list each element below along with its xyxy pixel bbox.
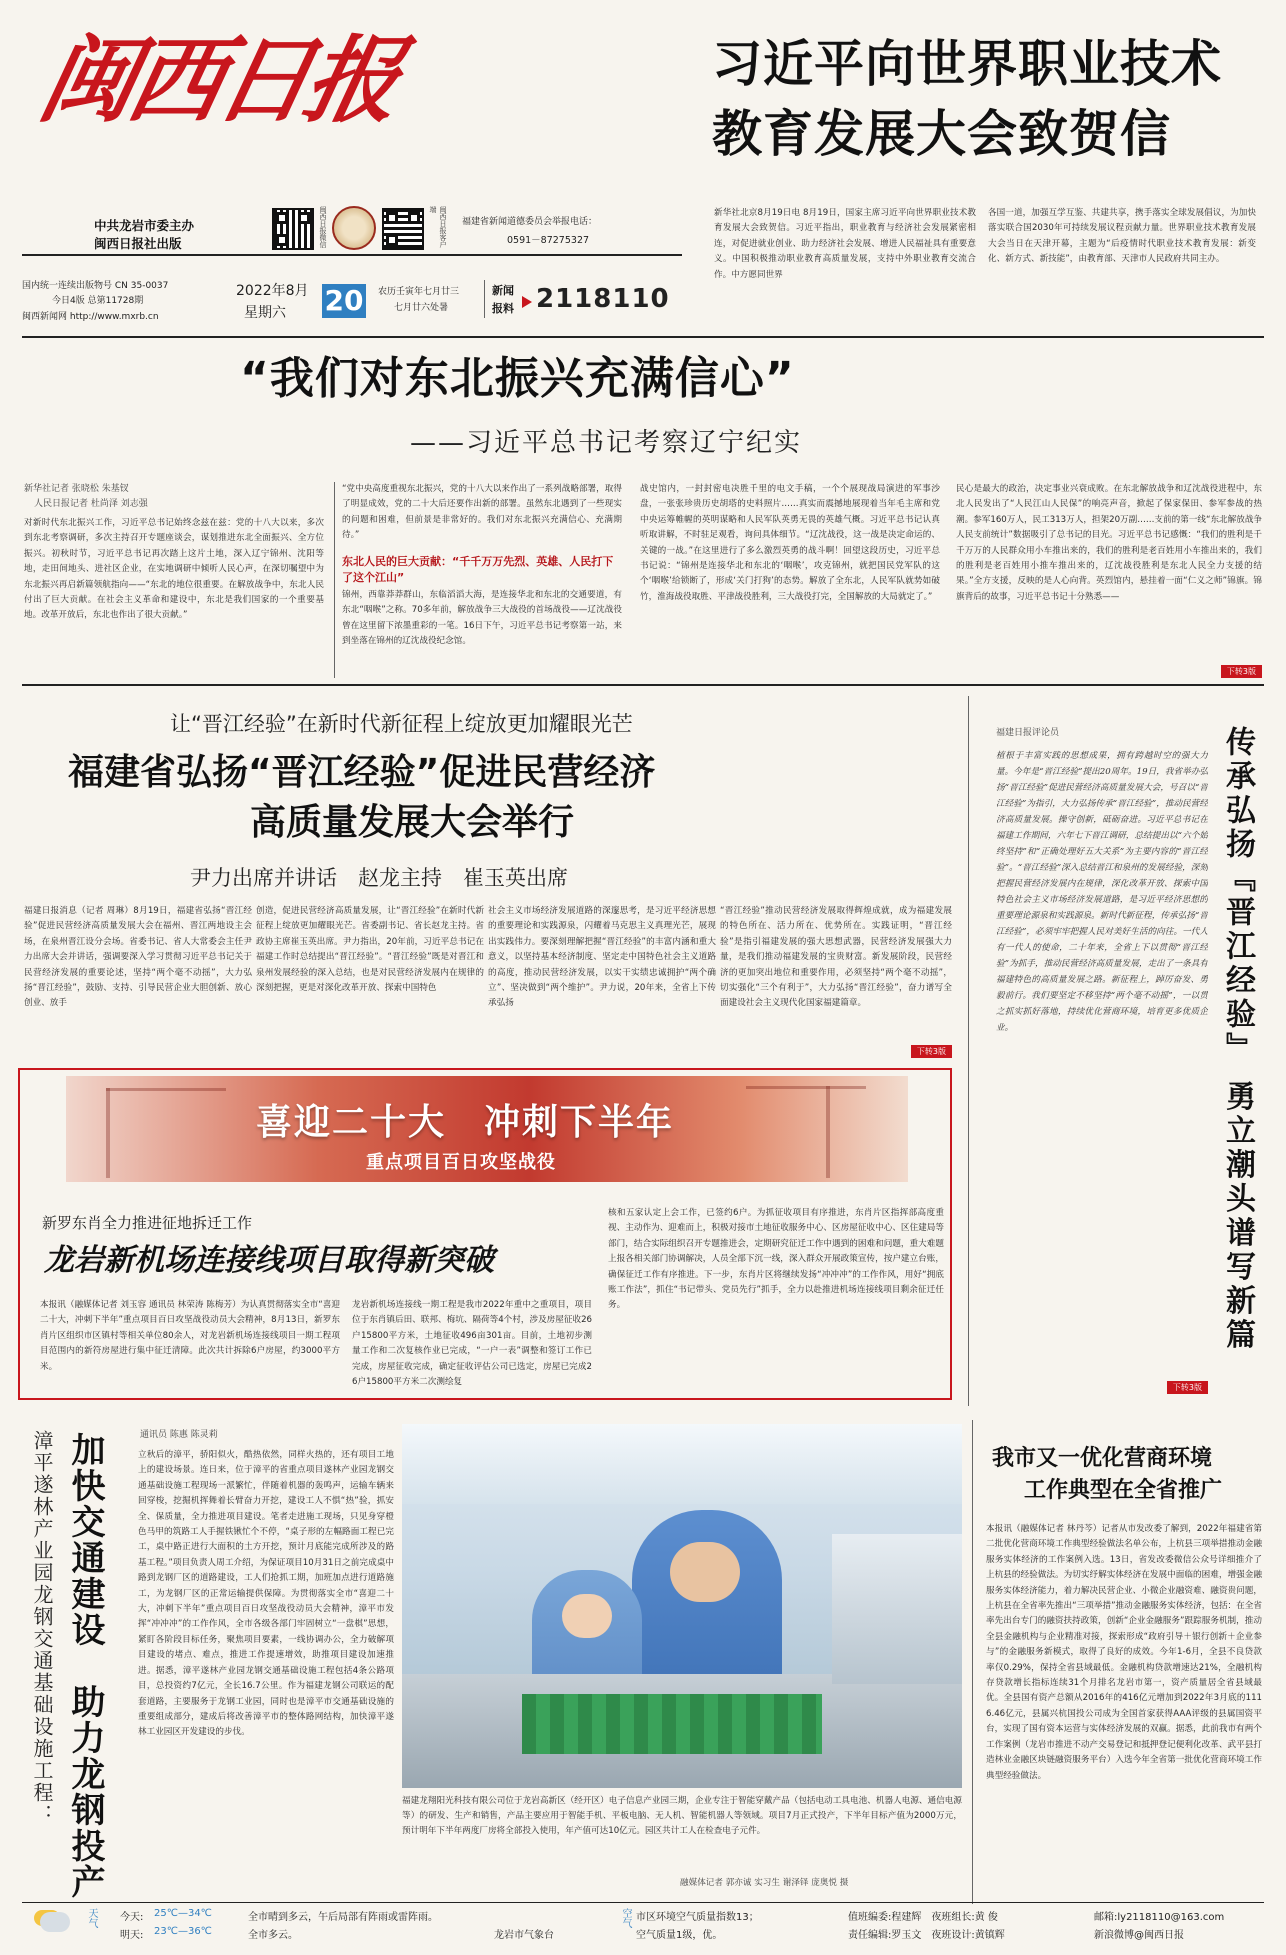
air-quality-line-2: 空气质量1级，优。 — [636, 1930, 723, 1941]
campaign-title: 喜迎二十大 冲刺下半年 — [256, 1102, 675, 1143]
campaign-subtitle: 重点项目百日攻坚战役 — [366, 1152, 556, 1173]
business-headline-line-2: 工作典型在全省推广 — [1024, 1478, 1223, 1503]
airport-kicker: 新罗东肖全力推进征地拆迁工作 — [42, 1214, 253, 1232]
weather-tomorrow-desc: 全市多云。 — [248, 1930, 298, 1941]
business-body: 本报讯（融媒体记者 林丹芩）记者从市发改委了解到，2022年福建省第二批优化营商环境工作典型经验做法名单公布，上杭县三项举措推动金融服务实体经济的工作案例入选。13日，省发改委微信公众号详细推介了上杭县的经验做法。为切实纾解实体经济在发展中面临的困难，增强金融服务实体经济能力，着力解决民营企业、小微企业融资难、融资贵问题，上杭县在全省率先推出“三项举措”推动金融服务实体经济，包括：在全省率先出台专门的融资扶持政策，创新“企业金融服务”跟踪服务机制，推动全县金融机构与企业精准对接，探索形成“政府引导＋银行创新＋企业参与”的金融服务新模式，取得了良好的成效。今年1-6月，全县不良贷款率仅0.29%，保持全省县域最低。金融机构贷款增速达21%，全融机构存贷款增长指标连续31个月排名龙岩市第一，资产质量居全省县域最优。全县国有资产总额从2016年的416亿元增加到2022年3月底的1116.46亿元，县属兴杭国投公司成为全国首家获得AAA评级的县属国资平台，实现了国有资本运营与实体经济发展的双赢。据悉，此前我市有两个工作案例（龙岩市推进不动产交易登记和抵押登记便利化改革、武平县打造林业金融区块链融资服务平台）入选今年全省第一批优化营商环境工作典型经验做法。 — [986, 1524, 1262, 1781]
qr-code-app[interactable] — [382, 208, 424, 250]
issue-weekday: 星期六 — [244, 305, 286, 321]
jinjiang-continued-tag[interactable]: 下转3版 — [911, 1045, 952, 1058]
registration-line-1: 国内统一连续出版物号 CN 35-0037 — [22, 281, 169, 291]
liaoning-col-2-subhead: 东北人民的巨大贡献：“千千万万先烈、英雄、人民打下了这个江山” — [342, 555, 614, 584]
crane-arm-2 — [746, 1086, 866, 1089]
equipment-right — [832, 1534, 962, 1684]
publisher-line-1: 中共龙岩市委主办 — [94, 218, 195, 233]
jinjiang-headline-line-2: 高质量发展大会举行 — [250, 802, 575, 843]
business-divider — [972, 1420, 973, 1904]
liaoning-col-1: 对新时代东北振兴工作，习近平总书记始终念兹在兹：党的十八大以来，多次到东北考察调研，多次主持召开专题座谈会，谋划推进东北全面振兴、全方位振兴。初秋时节，习近平总书记再次踏上这片土地，深入辽宁锦州、沈阳等地，走田间地头、进社区企业，在实地调研中倾听人民心声，在深切嘱望中为东北振兴再启新篇领航指向——“东北的地位很重要。在解放战争中，东北人民付出了巨大贡献。在社会主义革命和建设中，东北是我们国家的一个重要基地。改革开放后，东北也作出了很大贡献。” — [24, 518, 324, 621]
photo-credit: 融媒体记者 郭亦诚 实习生 谢泽铎 庞奥悦 摄 — [680, 1878, 849, 1888]
weather-icon — [40, 1912, 70, 1932]
liaoning-col-2-after: 锦州，西靠莽莽群山，东临滔滔大海，是连接华北和东北的交通要道，有东北“咽喉”之称。70多年前，解放战争三大战役的首场战役——辽沈战役曾在这里留下浓墨重彩的一笔。16日下午，习近平总书记考察第一站，来到坐落在锦州的辽沈战役纪念馆。 — [342, 590, 622, 647]
col-divider — [334, 482, 335, 678]
editorial-body: 植根于丰富实践的思想成果，拥有跨越时空的强大力量。今年是“晋江经验”提出20周年。19日，我省举办弘扬“晋江经验”促进民营经济高质量发展大会，号召以“晋江经验”为指引，大力弘扬传承“晋江经验”，推动民营经济高质量发展。操守创新，砥砺奋进。习近平总书记在福建工作期间，六年七下晋江调研，总结提出以“六个始终坚持”和“正确处理好五大关系”为主要内容的“晋江经验”。“晋江经验”深入总结晋江和泉州的发展经验，深刻把握民营经济发展内在规律，深化改革开放、探索中国特色社会主义市场经济发展道路，是习近平经济思想的重要理论源泉和实践源泉。新时代新征程，传承弘扬“晋江经验”，必须牢牢把握人民对美好生活的向往。一代人有一代人的使命，二十年来，全省上下以贯彻“晋江经验”为抓手，推动民营经济高质量发展，走出了一条具有福建特色的高质量发展之路。新征程上，踔厉奋发、勇毅前行。我们要坚定不移坚持“两个毫不动摇”，一以贯之抓实抓好落地，持续优化营商环境，培育更多优质企业。 — [996, 751, 1208, 1033]
liaoning-byline-1: 新华社记者 张晓松 朱基钗 — [24, 484, 129, 494]
jinjiang-col-4: “晋江经验”推动民营经济发展取得辉煌成就，成为福建发展的特色所在、活力所在、优势所在。实践证明，“晋江经验”是指引福建发展的强大思想武器，民营经济发展强大力量，是我们推动福建发展的宝贵财富。新发展阶段，民营经济的更加突出地位和重要作用，必须坚持“两个毫不动摇”，切实强化“三个有利于”，大力弘扬“晋江经验”，奋力谱写全面建设社会主义现代化国家福建篇章。 — [720, 906, 952, 1009]
lead-body-col-2: 各国一道，加强互学互鉴、共建共享，携手落实全球发展倡议，为加快落实联合国2030年可持续发展议程贡献力量。世界职业技术教育发展大会当日在天津开幕，主题为“后疫情时代职业技术教育发展：新变化、新方式、新技能”，由教育部、天津市人民政府共同主办。 — [988, 208, 1256, 265]
factory-photo[interactable] — [402, 1424, 962, 1788]
liaoning-headline: “我们对东北振兴充满信心” — [240, 353, 795, 404]
email-link[interactable]: 邮箱:ly2118110@163.com — [1094, 1912, 1225, 1923]
editor-line-2: 责任编辑:罗玉文 夜班设计:黄镇辉 — [848, 1930, 1005, 1941]
weibo-link[interactable]: 新浪微博@闽西日报 — [1094, 1930, 1184, 1941]
jinjiang-col-1: 福建日报消息（记者 周琳）8月19日，福建省弘扬“晋江经验”促进民营经济高质量发展大会在福州、晋江两地设主会场，在泉州晋江设分会场。省委书记、省人大常委会主任尹力出席大会并讲话，强调要深入学习贯彻习近平总书记关于民营经济发展的重要论述，坚持“两个毫不动摇”，大力弘扬“晋江经验”，鼓励、支持、引导民营企业大胆创新、放心创业、放手 — [24, 906, 252, 1009]
qr-code-wechat[interactable] — [272, 208, 314, 250]
hotline-label-2: 报料 — [492, 302, 514, 315]
air-quality-line-1: 市区环境空气质量指数13； — [636, 1912, 759, 1923]
masthead-rule-top — [22, 254, 682, 256]
crane-silhouette — [106, 1088, 110, 1178]
airport-headline: 龙岩新机场连接线项目取得新突破 — [44, 1243, 494, 1278]
lead-headline-line-2: 教育发展大会致贺信 — [712, 105, 1171, 163]
weather-today-label: 今天: — [120, 1912, 144, 1923]
weather-station: 龙岩市气象台 — [494, 1930, 554, 1941]
zhangping-body: 立秋后的漳平，骄阳似火，酷热依然，同样火热的，还有项目工地上的建设场景。连日来，位于漳平的省重点项目遂林产业园龙钢交通基础设施工程现场一派繁忙，伴随着机器的轰鸣声，运输车辆来回穿梭，挖掘机挥舞着长臂奋力开挖，建设工人不惧“热”验，抓安全、保质量，全力推进项目建设。笔者走进施工现场，只见身穿橙色马甲的筑路工人手握铁锹忙个不停，“桌子形的左幅路面工程已完工，桌中路正进行大面积的土方开挖，预计月底能完成所涉及的路基工程。”项目负责人周工介绍，为保证项目10月31日之前完成桌中路到龙钢厂区的道路建设，工人们抢抓工期，加班加点进行道路施工，为龙钢厂区的正常运输提供保障。为贯彻落实全市“喜迎二十大，冲刺下半年”重点项目百日攻坚战役动员大会精神，漳平市发挥“冲冲冲”的工作作风，全市各级各部门牢固树立“一盘棋”思想，紧盯各阶段目标任务，聚焦项目要素，一线协调办公，全力破解项目建设的堵点、难点，推进工作提速增效，助推项目建设加速推进。据悉，漳平遂林产业园龙钢交通基础设施工程包括4条公路项目，总投资约7亿元，全长16.7公里。作为福建龙钢公司联运的配套道路，主要服务于龙钢工业园，同时也是漳平市交通基础设施的重要组成部分，建成后将改善漳平市的整体路网结构，加快漳平遂林工业园区开发建设的步伐。 — [138, 1450, 394, 1738]
section-rule-2 — [22, 684, 1264, 686]
supervision-hotline-line-2: 0591－87275327 — [507, 235, 590, 246]
supervision-hotline-line-1: 福建省新闻道德委员会举报电话： — [462, 217, 598, 227]
lunar-date-line-2: 七月廿六处暑 — [394, 303, 449, 313]
editor-line-1: 值班编委:程建辉 夜班组长:黄 俊 — [848, 1912, 998, 1923]
circuit-board — [522, 1694, 822, 1754]
masthead-logo: 闽西日报 — [30, 26, 406, 136]
liaoning-byline-2: 人民日报记者 杜尚泽 刘志强 — [34, 499, 148, 509]
jinjiang-attendance: 尹力出席并讲话 赵龙主持 崔玉英出席 — [190, 866, 568, 890]
publisher-line-2: 闽西日报社出版 — [94, 236, 182, 251]
airport-col-1: 本报讯（融媒体记者 刘玉容 通讯员 林荣涛 陈梅芳）为认真贯彻落实全市“喜迎二十大，冲刺下半年”重点项目百日攻坚战役动员大会精神，8月13日，新罗东肖片区组织市区镇村等相关单位80余人，对龙岩新机场连接线项目一期工程项目范围内的新符房屋进行集中征迁清障。此次共计拆除6户房屋，约3000平方米。 — [40, 1300, 340, 1372]
worker-face-2 — [562, 1594, 612, 1638]
weather-tomorrow-temp: 23℃—36℃ — [154, 1926, 212, 1937]
zhangping-side-title: 漳平遂林产业园龙钢交通基础设施工程： — [30, 1430, 54, 1826]
jinjiang-kicker: 让“晋江经验”在新时代新征程上绽放更加耀眼光芒 — [170, 712, 633, 736]
footer-rule — [22, 1902, 1264, 1903]
lead-body-col-1: 新华社北京8月19日电 8月19日，国家主席习近平向世界职业技术教育发展大会致贺信。习近平指出，职业教育与经济社会发展紧密相连，对促进就业创业、助力经济社会发展、增进人民福祉具有重要意义。中国积极推动职业教育高质量发展，支持中外职业教育交流合作。中方愿同世界 — [714, 208, 976, 280]
liaoning-col-2-text: “党中央高度重视东北振兴，党的十八大以来作出了一系列战略部署，取得了明显成效，党的二十大后还要作出新的部署。虽然东北遇到了一些现实的问题和困难，但前景是非常好的。我们对东北振兴充满信心、充满期待。” — [342, 484, 622, 541]
editorial-divider — [968, 696, 969, 1406]
jinjiang-col-2: 创造，促进民营经济高质量发展，让“晋江经验”在新时代新征程上绽放更加耀眼光芒。省委副书记、省长赵龙主持。省政协主席崔玉英出席。尹力指出，20年前，习近平总书记在福建工作时总结提出“晋江经验”。“晋江经验”既是对晋江和泉州发展经验的深入总结，也是对民营经济发展内在规律的深刻把握，更是对深化改革开放、探索中国特色 — [256, 906, 484, 994]
zhangping-headline: 加快交通建设 助力龙钢投产 — [65, 1432, 105, 1900]
ceiling-light — [402, 1424, 962, 1504]
registration-line-2: 今日4版 总第11728期 — [52, 296, 144, 306]
air-quality-label: 空气 — [620, 1908, 631, 1928]
issue-day-box: 20 — [322, 284, 366, 318]
phone-icon — [522, 296, 532, 308]
section-rule-1 — [22, 336, 1264, 338]
weather-today-desc: 全市晴到多云，午后局部有阵雨或雷阵雨。 — [248, 1912, 438, 1923]
liaoning-subhead: ——习近平总书记考察辽宁纪实 — [410, 428, 803, 458]
airport-col-3: 核和五家认定上会工作，已签约6户。为抓征收项目有序推进，东肖片区指挥部高度重视、主动作为、迎难而上，积极对接市土地征收服务中心、区房屋征收中心、区住建局等部门，结合实际组织召开专题推进会，定期研究征迁工作中遇到的困难和问题，重大难题上报各相关部门协调解决，人员全部下沉一线，深入群众开展政策宣传，按户建立台账，确保征迁工作有序推进。下一步，东肖片区将继续发扬“冲冲冲”的工作作风，用好“拥底账工作法”，抓住“书记带头、党员先行”抓手，全力以赴推进机场连接线项目剩余征迁任务。 — [608, 1208, 944, 1311]
campaign-banner — [66, 1076, 908, 1182]
weather-tomorrow-label: 明天: — [120, 1930, 144, 1941]
footer — [22, 1906, 1264, 1946]
editorial-continued-tag[interactable]: 下转3版 — [1167, 1381, 1208, 1394]
liaoning-col-4-wrap — [956, 482, 1262, 678]
editorial-title: 传承弘扬『晋江经验』 勇立潮头谱写新篇 — [1220, 726, 1255, 1353]
jinjiang-col-4-wrap — [720, 904, 952, 1058]
award-seal-icon — [332, 206, 376, 250]
photo-caption: 福建龙翔阳光科技有限公司位于龙岩高新区（经开区）电子信息产业园三期，企业专注于智能穿戴产品（包括电动工具电池、机器人电源、通信电源等）的研发、生产和销售，产品主要应用于智能手机、平板电脑、无人机、智能机器人等领域。项目7月正式投产，下半年目标产值为2000万元，预计明年下半年两度厂房将全部投入使用，年产值可达10亿元。园区共计工人在检查电子元件。 — [402, 1796, 962, 1836]
liaoning-col-4: 民心是最大的政治，决定事业兴衰成败。在东北解放战争和辽沈战役进程中，东北人民发出了“人民江山人民保”的响亮声音，掀起了保家保田、参军参战的热潮。参军160万人，民工313万人，担架20万副……支前的第一线“东北解放战争人民支前统计”数据吸引了总书记的目光。习近平总书记感慨：“我们的胜利是千千万万的人民群众用小车推出来的，我们的胜利是老百姓用小车推出来的，我们的胜利是老百姓用小推车推出来的，辽沈战役胜利是东北人民全力支援的结果。”全方支援，反映的是人心向背。英烈馆内，悬挂着一面“仁义之师”锦旗。锦旗背后的故事，习近平总书记十分熟悉—— — [956, 484, 1262, 602]
hotline-number[interactable]: 2118110 — [536, 284, 670, 314]
jinjiang-col-3: 社会主义市场经济发展道路的深邃思考，是习近平经济思想的重要理论和实践源泉，闪耀着马克思主义真理光芒，展现出实践伟力。要深刻理解把握“晋江经验”的丰富内涵和重大意义，以坚持基本经济制度、坚定走中国特色社会主义道路的高度，推动民营经济发展，以实干实绩忠诚拥护“两个确立”、坚决做到“两个维护”。尹力说，20年来，全省上下传承弘扬 — [488, 906, 716, 1009]
crane-arm — [106, 1088, 226, 1091]
business-headline-line-1: 我市又一优化营商环境 — [992, 1446, 1213, 1471]
strip-divider — [484, 280, 485, 318]
weather-label: 天气 — [86, 1908, 97, 1928]
website-link[interactable]: 闽西新闻网 http://www.mxrb.cn — [22, 312, 159, 322]
zhangping-byline: 通讯员 陈惠 陈灵莉 — [140, 1430, 218, 1440]
liaoning-col-3: 战史馆内，一封封密电决胜千里的电文手稿，一个个展现战局演进的军事沙盘，一张张珍贵历史胡塔的史料照片……真实而震撼地展现着当年毛主席和党中央运筹帷幄的英明谋略和人民军队英勇无畏的英雄气概。习近平总书记认真听取讲解，不时驻足观看，询问具体细节。“辽沈战役，这一战是决定命运的、关键的一战。”在这里进行了多么激烈英勇的战斗啊！回望这段历史，习近平总书记说：“锦州是连接华北和东北的‘咽喉’，攻克锦州，就把国民党军队的这个‘咽喉’给锁断了，形成‘关门打狗’的态势。解放了全东北，人民军队就势如破竹，淮海战役取胜、平津战役胜利，三大战役打完，全国解放的大局就定了。” — [640, 484, 940, 602]
liaoning-continued-tag[interactable]: 下转3版 — [1221, 665, 1262, 678]
lead-headline-line-1: 习近平向世界职业技术 — [712, 35, 1222, 93]
hotline-label-1: 新闻 — [492, 284, 514, 297]
weather-today-temp: 25℃—34℃ — [154, 1908, 212, 1919]
issue-year-month: 2022年8月 — [236, 283, 309, 299]
editorial-body-wrap — [996, 748, 1208, 1394]
qr-label-app: 闽西日报客户端 — [429, 206, 447, 248]
info-strip — [22, 278, 682, 330]
editorial-label: 福建日报评论员 — [996, 728, 1060, 738]
qr-label-wechat: 闽西日报微信 — [319, 206, 327, 248]
jinjiang-headline-line-1: 福建省弘扬“晋江经验”促进民营经济 — [68, 752, 656, 793]
liaoning-col-2 — [342, 482, 622, 678]
worker-face-1 — [670, 1542, 740, 1602]
lunar-date-line-1: 农历壬寅年七月廿三 — [378, 287, 460, 297]
airport-col-2: 龙岩新机场连接线一期工程是我市2022年重中之重项目，项目位于东肖镇后田、联邦、梅坑、隔荷等4个村，涉及房屋征收26户15800平方米，土地征收496亩301亩。目前，土地初步测量工作和二次复核作业已完成，“一户一表”调整和签订工作已完成，房屋征收完成，确定征收评估公司已选定，房屋已完成26户15800平方米二次测绘复 — [352, 1300, 592, 1388]
crane-silhouette-2 — [826, 1086, 830, 1178]
